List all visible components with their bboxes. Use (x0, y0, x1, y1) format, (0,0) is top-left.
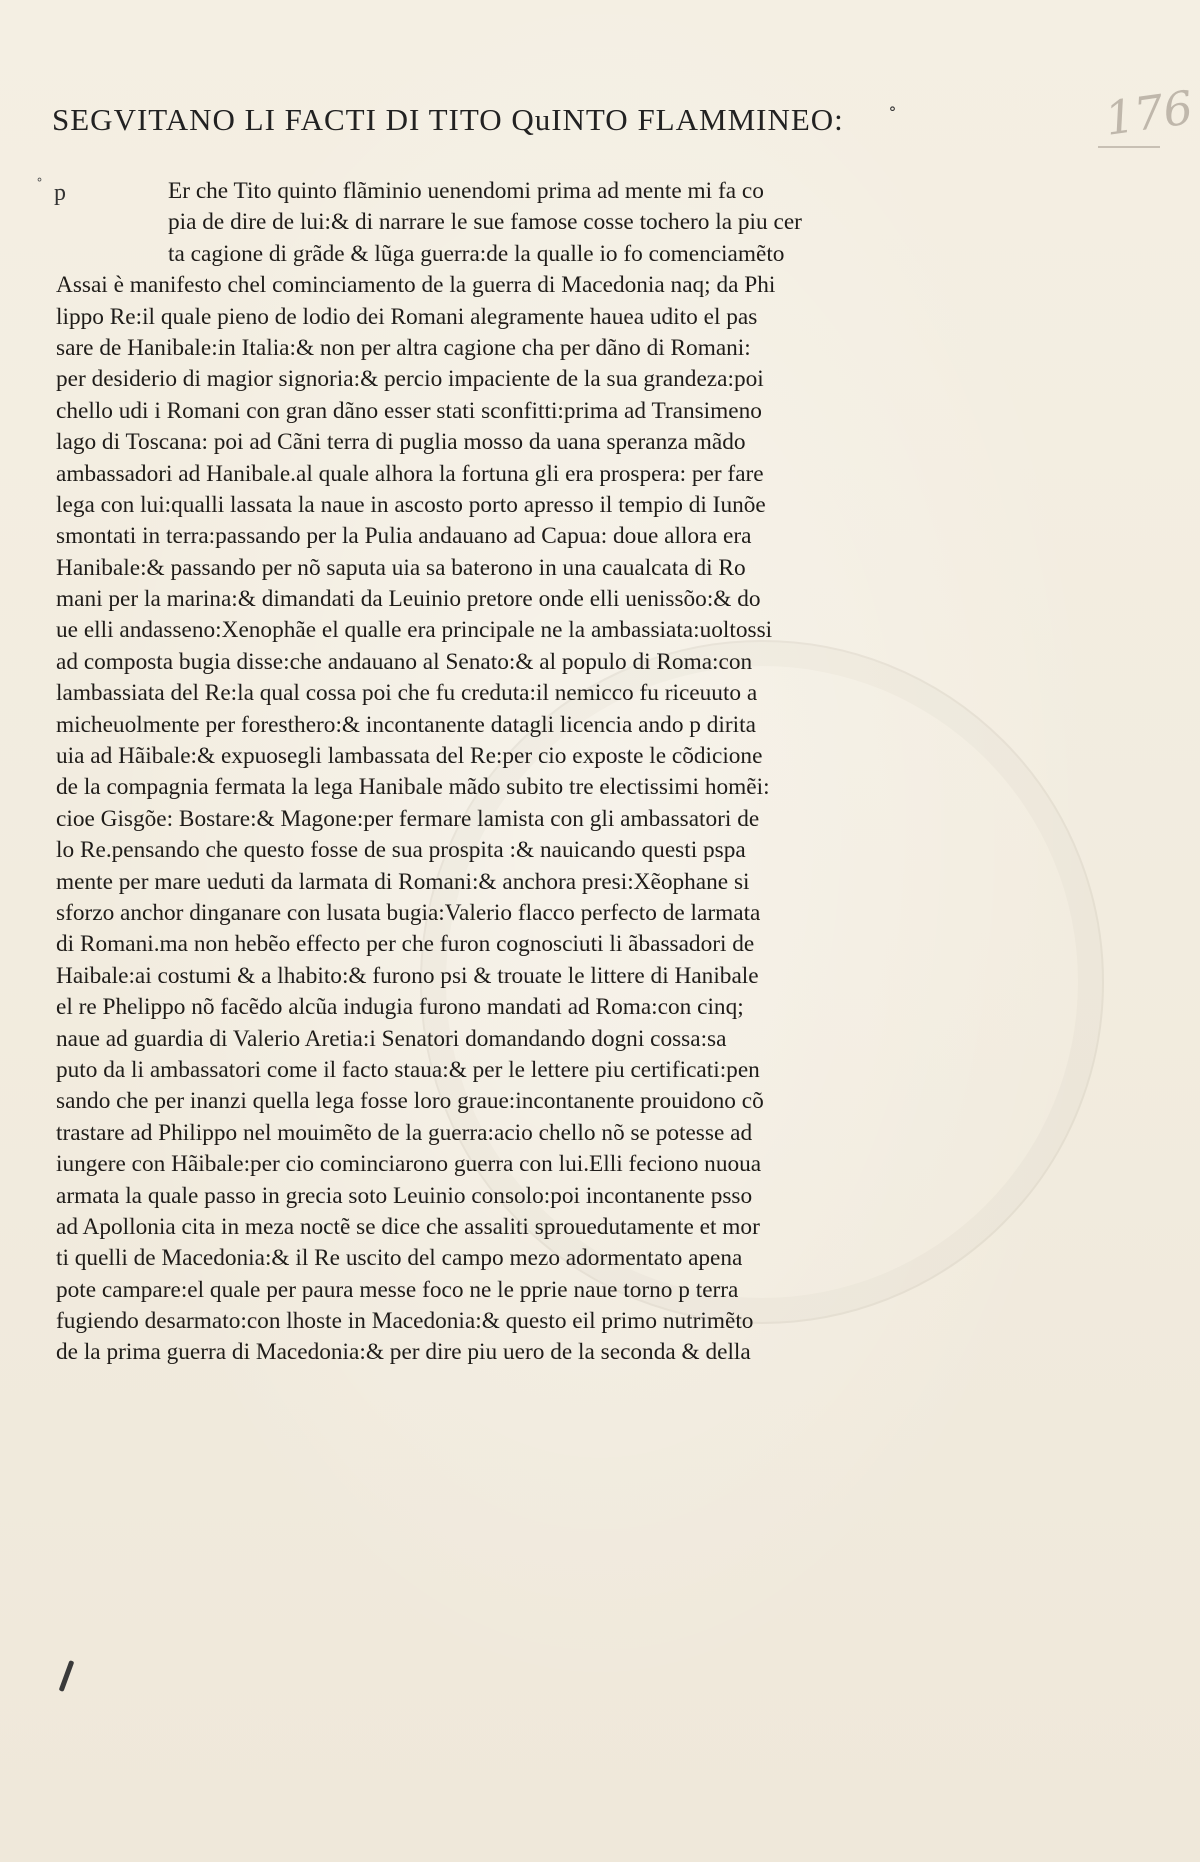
text-line: ad composta bugia disse:che andauano al Senato:& al populo di Roma:con (56, 648, 753, 675)
text-line: lago di Toscana: poi ad Cãni terra di puglia mosso da uana speranza mãdo (56, 429, 746, 456)
text-line: per desiderio di magior signoria:& percio impaciente de la sua grandeza:poi (56, 366, 764, 393)
text-line: uia ad Hãibale:& expuosegli lambassata del Re:per cio exposte le cõdicione (56, 743, 763, 770)
text-line: Assai è manifesto chel cominciamento de la guerra di Macedonia naq; da Phi (56, 272, 776, 299)
text-line: de la compagnia fermata la lega Hanibale mãdo subito tre electissimi homẽi: (56, 774, 770, 801)
text-line: el re Phelippo nõ facẽdo alcũa indugia furono mandati ad Roma:con cinq; (56, 994, 744, 1021)
text-line: lambassiata del Re:la qual cossa poi che fu creduta:il nemicco fu riceuuto a (56, 680, 758, 707)
text-line: puto da li ambassatori come il facto staua:& per le lettere piu certificati:pen (56, 1056, 760, 1083)
guide-letter-initial: p (54, 180, 66, 206)
text-line: smontati in terra:passando per la Pulia andauano ad Capua: doue allora era (56, 523, 752, 550)
text-line: ti quelli de Macedonia:& il Re uscito del campo mezo adormentato apena (56, 1245, 743, 1272)
text-line: pia de dire de lui:& di narrare le sue famose cosse tochero la piu cer (168, 209, 802, 236)
text-line: lo Re.pensando che questo fosse de sua prospita :& nauicando questi pspa (56, 837, 746, 864)
text-line: sforzo anchor dinganare con lusata bugia:Valerio flacco perfecto de larmata (56, 899, 761, 926)
text-line: ta cagione di grãde & lũga guerra:de la qualle io fo comenciamẽto (168, 240, 785, 267)
text-line: mente per mare ueduti da larmata di Romani:& anchora presi:Xẽophane si (56, 868, 750, 895)
text-line: chello udi i Romani con gran dãno esser stati sconfitti:prima ad Transimeno (56, 397, 762, 424)
text-line: Hanibale:& passando per nõ saputa uia sa baterono in una caualcata di Ro (56, 554, 746, 581)
heading-mark: ˚ (888, 106, 897, 127)
text-line: pote campare:el quale per paura messe foco ne le pprie naue torno p terra (56, 1276, 739, 1303)
text-line: fugiendo desarmato:con lhoste in Macedonia:& questo eil primo nutrimẽto (56, 1308, 754, 1335)
text-line: lippo Re:il quale pieno de lodio dei Romani alegramente hauea udito el pas (56, 303, 758, 330)
text-line: trastare ad Philippo nel mouimẽto de la guerra:acio chello nõ se potesse ad (56, 1119, 753, 1146)
text-line: micheuolmente per foresthero:& incontanente datagli licencia ando p dirita (56, 711, 756, 738)
text-line: di Romani.ma non hebẽo effecto per che furon cognosciuti li ãbassadori de (56, 931, 755, 958)
text-line: ue elli andasseno:Xenophãe el qualle era principale ne la ambassiata:uoltossi (56, 617, 773, 644)
text-line: sando che per inanzi quella lega fosse loro graue:incontanente prouidono cõ (56, 1088, 764, 1115)
pencil-mark (59, 1660, 75, 1692)
text-line: ad Apollonia cita in meza noctẽ se dice che assaliti sprouedutamente et mor (56, 1213, 760, 1240)
guide-mark: ˚ (36, 178, 43, 194)
text-line: de la prima guerra di Macedonia:& per dire piu uero de la seconda & della (56, 1339, 751, 1366)
folio-underline (1098, 146, 1160, 148)
body-text (56, 176, 902, 1369)
text-line: iungere con Hãibale:per cio cominciarono guerra con lui.Elli feciono nuoua (56, 1151, 762, 1178)
text-line: armata la quale passo in grecia soto Leuinio consolo:poi incontanente psso (56, 1182, 753, 1209)
text-line: lega con lui:qualli lassata la naue in ascosto porto apresso il tempio di Iunõe (56, 491, 766, 518)
text-line: Haibale:ai costumi & a lhabito:& furono psi & trouate le littere di Hanibale (56, 962, 759, 989)
text-line: mani per la marina:& dimandati da Leuinio pretore onde elli uenissõo:& do (56, 586, 761, 613)
text-line: sare de Hanibale:in Italia:& non per altra cagione cha per dãno di Romani: (56, 334, 751, 361)
text-line: naue ad guardia di Valerio Aretia:i Senatori domandando dogni cossa:sa (56, 1025, 727, 1052)
text-line: Er che Tito quinto flãminio uenendomi prima ad mente mi fa co (168, 178, 764, 204)
text-line: ambassadori ad Hanibale.al quale alhora la fortuna gli era prospera: per fare (56, 460, 764, 487)
folio-number: 176 (1101, 80, 1197, 146)
page-heading: SEGVITANO LI FACTI DI TITO QuINTO FLAMMINEO: (52, 102, 844, 137)
text-line: cioe Gisgõe: Bostare:& Magone:per fermare lamista con gli ambassatori de (56, 805, 760, 832)
